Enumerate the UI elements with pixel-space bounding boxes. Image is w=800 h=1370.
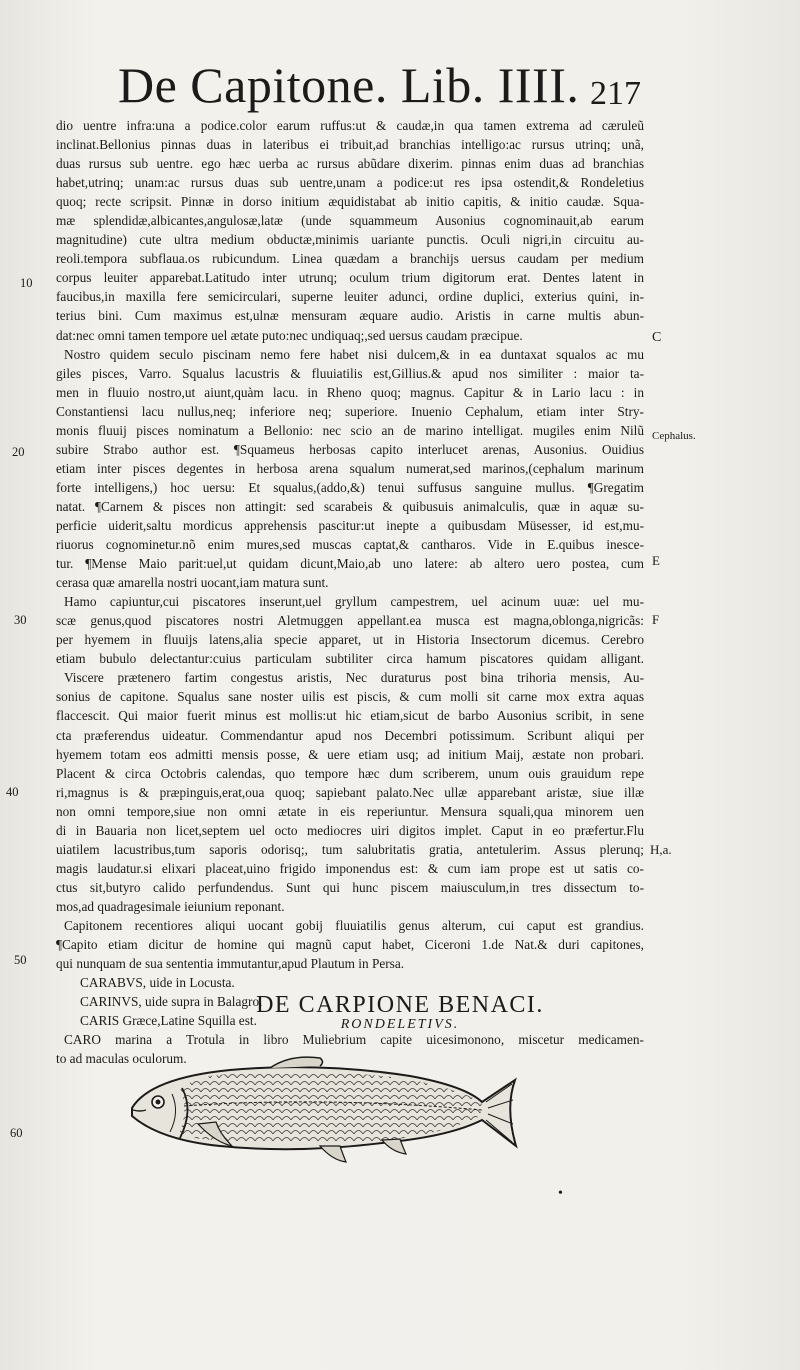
text-line: Placent & circa Octobris calendas, quo tempore hæc dum scriberem, unum ouis grauidum repe <box>56 765 644 781</box>
margin-note-ha: H,a. <box>650 842 672 857</box>
text-line: uiatilem lacustribus,tum saporis odorisq;, tum salubritatis gratia, antetulerim. Assus plerunq; <box>56 841 644 857</box>
ink-speck: • <box>558 1186 563 1201</box>
section-author: RONDELETIVS. <box>340 1017 460 1032</box>
text-line: men in fluuio nostro,ut aiunt,quàm lacu. in Rheno quoq; magnus. Capitur & in Lario lacu : in <box>56 384 644 400</box>
text-line: Viscere prætenero fartim congestus aristis, Nec duraturus post bina trihoria mensis, Au- <box>64 670 644 686</box>
margin-letter-c: C <box>652 330 662 345</box>
text-line: etiam bubulo delectantur:cuius particulam subtiliter circa hamum piscatores quidam alligant. <box>56 651 644 667</box>
text-line: ctus sit,butyro calido perfundendus. Sunt qui hunc piscem maiusculum,in tres dissectum to- <box>56 879 644 895</box>
text-line: terius bini. Cum maximus est,ulnæ mensuram æquare audio. Aristis in carne multis abun- <box>56 308 644 324</box>
text-line: per hyemem in fluuijs latens,alia specie apparet, ut in Historia Insectorum dicemus. Cerebro <box>56 632 644 648</box>
text-line: quoq; recte scripsit. Pinnæ in dorso initium æquidistabat ab initio capitis, & initio caudæ. Squa- <box>56 194 644 210</box>
main-text <box>56 116 644 1068</box>
text-line: forte intelligens,) hoc uersu: Et squalus,(addo,&) tenui suffusus sanguine mullus. ¶Gregatim <box>56 479 644 495</box>
text-line: tur. ¶Mense Maio parit:uel,ut quidam dicunt,Maio,ab uno latere: ab altero uero postea, cum <box>56 556 644 572</box>
margin-letter-e: E <box>652 553 660 568</box>
text-line: subire Strabo author est. ¶Squameus herbosas capito interlucet arenas, Ausonius. Ouidius <box>56 441 644 457</box>
text-line: mos,ad quadragesimale ieiunium reponant. <box>56 898 285 914</box>
lexicon-entry: CARIS Græce,Latine Squilla est. <box>80 1013 257 1029</box>
text-line: dio uentre infra:una a podice.color earum ruffus:ut & caudæ,in qua tamen extrema ad cæruleũ <box>56 118 644 133</box>
margin-line-number: 50 <box>14 953 27 967</box>
fish-woodcut-illustration <box>120 1050 520 1170</box>
text-line: cerasa quæ amarella nostri uocant,iam matura sunt. <box>56 575 329 591</box>
text-line: riuorus cognominetur.nõ enim mures,sed muscas captat,& cantharos. Vide in E.quibus inesce- <box>56 537 644 553</box>
text-line: ri,magnus is & præpinguis,erat,oua quoq; sapiebant palato.Nec ullæ apparebant aristæ, siue illæ <box>56 784 644 800</box>
page-title: De Capitone. Lib. IIII. <box>118 57 580 113</box>
text-line: dat:nec omni tamen tempore uel ætate puto:nec undiquaq;,sed uersus caudam præcipue. <box>56 327 523 343</box>
text-line: sonius de capitone. Squalus sane noster uilis est piscis, & cum molli sit carne mox extra aquas <box>56 689 644 705</box>
text-line: inclinat.Bellonius pinnas duas in lateribus ei tribuit,ad branchias intelligo:ac rursus utrinq; unã, <box>56 137 644 153</box>
text-line: hyemem totam eos admitti mensis posse, & uere etiam usq; ad initium Maij, æstate non probari. <box>56 746 644 762</box>
text-line: magnitudine) cute ultra medium obductæ,minimis uariante punctis. Oculi nigri,in circuitu au- <box>56 232 644 248</box>
margin-line-number: 60 <box>10 1126 23 1140</box>
margin-line-number: 40 <box>6 785 19 799</box>
margin-letter-f: F <box>652 612 660 627</box>
lexicon-entry: CARINVS, uide supra in Balagro. <box>80 994 263 1010</box>
margin-note-cephalus: Cephalus. <box>652 430 696 442</box>
text-line: non omni tempore,siue non omni ætate in eis reperiuntur. Mensura squali,qua minorem uen <box>56 803 644 819</box>
section-heading: DE CARPIONE BENACI. <box>256 992 544 1018</box>
text-line: habet,utrinq; unam:ac rursus duas sub uentre,unam a podice:ut res ipsa ostendit,& Rondeletius <box>56 175 644 191</box>
text-line: perficie uiderit,saltu mordicus apprehensis pascitur:ut inepte a quibusdam Müsesser, id est,mu- <box>56 517 644 533</box>
text-line: cta præferendus uideatur. Commendantur apud nos Decembri potissimum. Scribunt aliqui per <box>56 727 644 743</box>
text-line: giles pisces, Varro. Squalus lacustris & fluuiatilis est,Gillius.& apud nos similiter : maior ta- <box>56 365 644 381</box>
text-line: etiam inter pisces degentes in herbosa arena squalum numerat,sed marinos,(cephalum marinum <box>56 460 644 476</box>
margin-line-number: 30 <box>14 613 27 627</box>
text-line: qui nunquam de sua sententia immutantur,apud Plautum in Persa. <box>56 956 405 972</box>
text-line: flaccescit. Qui maior fuerit minus est mollis:ut hic etiam,sicut de barbo Ausonius scribit, in sene <box>56 708 644 724</box>
text-line: natat. ¶Carnem & pisces non attingit: sed scarabeis & quibusuis animalculis, quæ in aquæ su- <box>56 498 644 514</box>
text-line: mæ splendidæ,albicantes,angulosæ,latæ (unde squammeum Ausonius cognominauit,ab earum <box>56 213 644 229</box>
text-line: to ad maculas oculorum. <box>56 1051 187 1067</box>
lexicon-entry: CARO marina a Trotula in libro Muliebrium capite uicesimonono, miscetur medicamen- <box>64 1032 644 1048</box>
text-line: ¶Capito etiam dicitur de homine qui magnũ caput habet, Ciceroni 1.de Nat.& duri capitones, <box>56 937 644 953</box>
text-line: corpus leuiter apparebat.Latitudo inter utrunq; oculum trium digitorum erat. Dentes latent in <box>56 270 644 286</box>
page-number: 217 <box>590 75 641 112</box>
text-line: monis fluuij pisces nominatum a Bellonio: nec scio an de marino intelligat. mugiles enim Nilũ <box>56 422 644 438</box>
text-line: Capitonem recentiores aliqui uocant gobij fluuiatilis genus alterum, cui caput est grandius. <box>64 917 644 933</box>
text-line: Hamo capiuntur,cui piscatores inserunt,uel gryllum campestrem, uel acinum uuæ: uel mu- <box>64 594 644 610</box>
text-line: reoli.tempora subflaua.os rubicundum. Linea quædam a branchijs uersus caudam per medium <box>56 251 644 267</box>
lexicon-entry: CARABVS, uide in Locusta. <box>80 975 235 991</box>
margin-line-number: 20 <box>12 445 25 459</box>
margin-line-number: 10 <box>20 276 33 290</box>
text-line: Constantiensi lacu nullus,neq; inferiore neq; superiore. Inuenio Cephalum, etiam inter Stry- <box>56 403 644 419</box>
text-line: scæ genus,quod piscatores nostri Aletmuggen appellant.ea musca est magna,oblonga,nigricãs: <box>56 613 644 629</box>
text-line: duas rursus sub uentre. ego hæc uerba ac rursus abũdare dixerim. pinnas enim duas ad branchias <box>56 156 644 172</box>
text-line: magis laudatur.si elixari placeat,uino frigido imponendus est: & cum iam prope est ut satis co- <box>56 860 644 876</box>
text-line: di in Bauaria non licet,septem uel octo mediocres uiri digitos implet. Caput in eo præfertur.Flu <box>56 822 644 838</box>
text-line: faucibus,in maxilla fere semicirculari, superne leuiter adunci, ordine duplici, exterius quini, in- <box>56 289 644 305</box>
text-line: Nostro quidem seculo piscinam nemo fere habet nisi dulcem,& in ea duntaxat squalos ac mu <box>64 346 644 362</box>
